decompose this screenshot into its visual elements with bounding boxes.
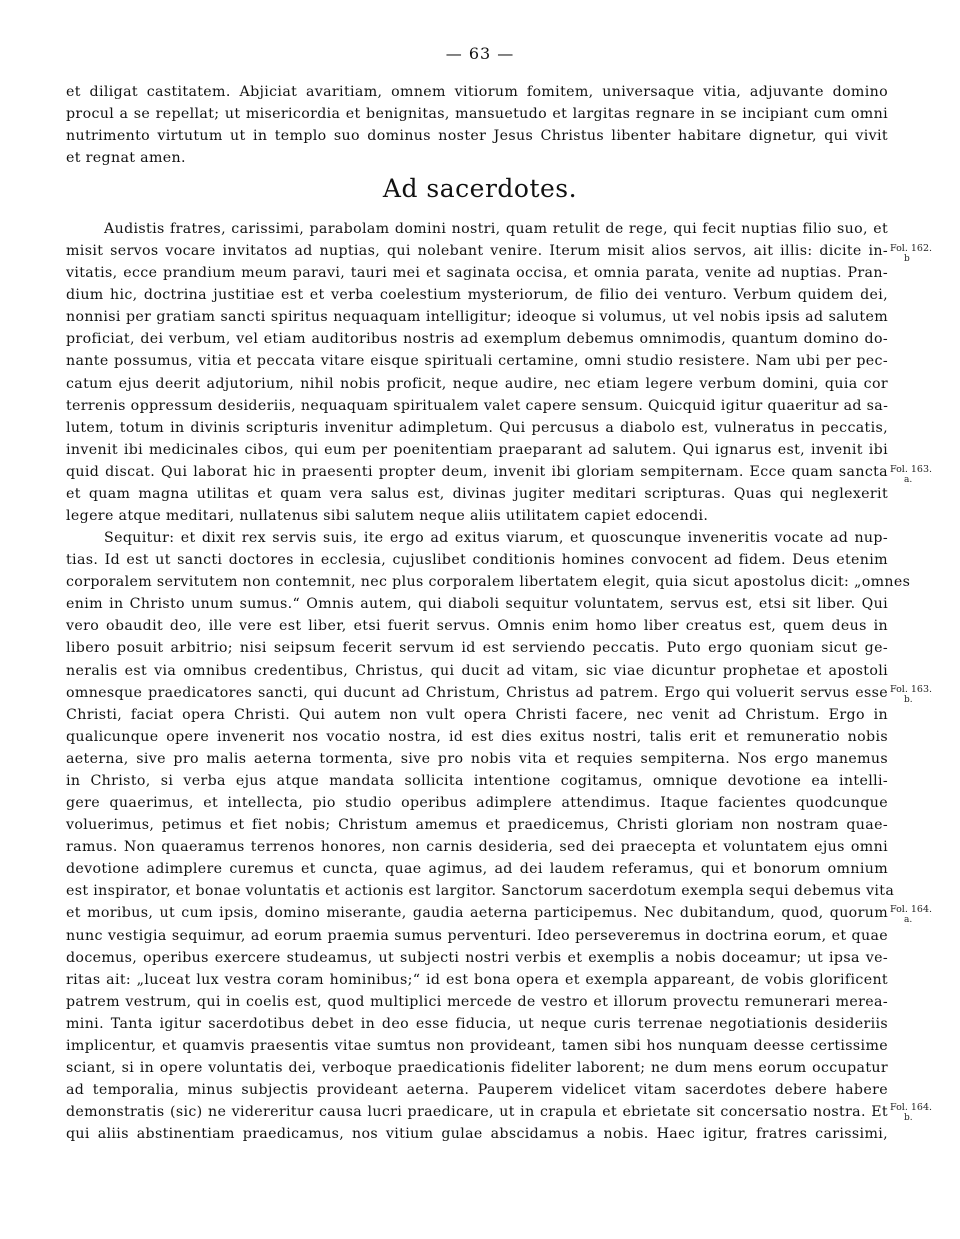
text-line: terrenis oppressum desideriis, nequaquam spiritualem valet capere sensum. Quicquid igitur quaeritur ad sa- [66,397,889,414]
text-line: et quam magna utilitas et quam vera salus est, divinas jugiter meditari scripturas. Quas qui neglexerit [66,485,888,502]
text-line: Sequitur: et dixit rex servis suis, ite ergo ad exitus viarum, et quoscunque inveneritis vocate ad nup- [104,530,888,547]
folio-note [890,1103,932,1123]
folio-note [890,685,932,705]
folio-label: Fol. 164. [890,904,933,915]
text-line: corporalem servitutem non contemnit, nec plus corporalem libertatem elegit, quia sicut apostolus dicit: „omnes [66,574,911,591]
text-line: dium hic, doctrina justitiae est et verba coelestium mysteriorum, de filio dei venturo. Verbum quidem dei, [66,287,888,304]
text-line: voluerimus, petimus et fiet nobis; Christum amemus et praedicemus, Christi gloriam non nostram quae- [66,817,888,834]
text-line: ritas ait: „luceat lux vestra coram hominibus;“ id est bona opera et exempla appareant, de vobis glorificent [66,971,888,988]
folio-side: b. [904,1113,913,1123]
text-line: enim in Christo unum sumus.“ Omnis autem, qui diaboli sequitur voluntatem, servus est, etsi sit liber. Qui [66,596,888,613]
text-line: nunc vestigia sequimur, ad eorum praemia sumus perventuri. Ideo perseveremus in doctrina eorum, et quae [66,927,888,944]
text-line: docemus, operibus exercere studeamus, ut subjecti nostri verbis et exemplis a nobis doceamur; ut ipsa ve- [66,949,888,966]
page-number: — 63 — [445,44,515,63]
text-line: legere atque meditari, nullatenus sibi salutem neque aliis utilitatem capiet edocendi. [66,508,709,525]
folio-label: Fol. 163. [890,464,933,475]
text-line: Audistis fratres, carissimi, parabolam domini nostri, quam retulit de rege, qui fecit nuptias filio suo, et [104,221,888,237]
folio-side: a. [904,475,913,485]
text-line: in Christo, si verba ejus atque mandata sollicita intentione cogitamus, omnique devotione ea intelli- [66,772,888,789]
folio-side: b. [904,695,913,705]
text-line: implicentur, et quamvis praesentis vitae sumtus non provideant, tamen sibi hos nunquam deesse certissime [66,1037,888,1054]
text-line: vero obaudit deo, ille vere est liber, etsi fuerit servus. Omnis enim homo liber creatus est, quem deus in [66,618,888,635]
text-line: Christi, faciat opera Christi. Qui autem non vult opera Christi facere, nec venit ad Christum. Ergo in [66,706,888,723]
text-line: et diligat castitatem. Abjiciat avaritiam, omnem vitiorum fomitem, universaque vitia, adjuvante domino [66,84,888,100]
text-line: nonnisi per gratiam sancti spiritus nequaquam intelligitur; ideoque si volumus, ut vel nobis ipsis ad salutem [66,309,888,326]
text-line: gere quaerimus, et intellecta, pio studio operibus adimplere attendimus. Itaque facientes quodcunque [66,795,888,812]
text-line: mini. Tanta igitur sacerdotibus debet in deo esse fiducia, ut neque curis terrenae negotiationis desideriis [66,1015,888,1032]
folio-note [890,905,932,925]
text-line: qui aliis abstinentiam praedicamus, nos vitium gulae abscidamus a nobis. Haec igitur, fratres carissimi, [66,1126,888,1143]
text-line: ramus. Non quaeramus terrenos honores, non carnis desideria, sed dei praecepta et voluntatem ejus omni [66,839,888,856]
text-line: sciant, si in opere voluntatis dei, verboque praedicationis fideliter laborent; ne dum mens eorum occupatur [66,1059,888,1076]
folio-side: b [904,254,910,264]
text-line: procul a se repellat; ut misericordia et benignitas, mansuetudo et largitas regnare in se incipiant cum omni [66,106,888,123]
text-line: qualicunque opere invenerit nos vocatio nostra, id est dies exitus nostri, talis erit et remuneratio nobis [66,728,888,745]
text-line: et moribus, ut cum ipsis, domino miserante, gaudia aeterna participemus. Nec dubitandum, quod, quorum [66,905,888,922]
text-line: nutrimento virtutum ut in templo suo dominus noster Jesus Christus libenter habitare dignetur, qui vivit [66,128,888,145]
text-line: libero posuit arbitrio; nisi seipsum fecerit servum id est serviendo peccatis. Puto ergo quoniam sicut ge- [66,640,888,657]
text-line: quid discat. Qui laborat hic in praesenti propter deum, invenit ibi gloriam sempiternam. Ecce quam sancta [66,463,888,480]
folio-label: Fol. 164. [890,1102,933,1113]
folio-note [890,465,932,485]
text-line: catum ejus deerit adjutorium, nihil nobis proficit, neque audire, nec etiam legere verbum domini, quia cor [66,375,888,392]
text-line: demonstratis (sic) ne videreritur causa lucri praedicare, ut in crapula et ebrietate sit concersatio nostra. Et [66,1104,888,1121]
folio-note [890,244,932,264]
text-line: est inspirator, et bonae voluntatis et actionis est largitor. Sanctorum sacerdotum exempla sequi debemus vita [66,883,895,900]
text-line: devotione adimplere curemus et cuncta, quae agimus, ad dei laudem referamus, qui et bonorum omnium [66,861,888,878]
folio-side: a. [904,915,913,925]
text-line: et regnat amen. [66,150,186,167]
text-line: misit servos vocare invitatos ad nuptias, qui nolebant venire. Iterum misit alios servos, ait illis: dicite in- [66,243,888,260]
text-line: invenit ibi medicinales cibos, qui eum per poenitentiam praeparant ad salutem. Qui ignarus est, invenit ibi [66,441,888,458]
intro-paragraph [66,81,888,169]
folio-label: Fol. 163. [890,684,933,695]
section-heading: Ad sacerdotes. [382,174,578,203]
body-text [66,218,911,1145]
text-line: omnesque praedicatores sancti, qui ducunt ad Christum, Christus ad patrem. Ergo qui voluerit servus esse [66,684,888,701]
text-line: patrem vestrum, qui in coelis est, quod multiplici mercede de vestro et illorum provectu remunerari merea- [66,993,888,1010]
text-line: nante possumus, vitia et peccata vitare eisque spirituali certamine, omni studio resistere. Nam ubi per pec- [66,353,888,370]
text-line: vitatis, ecce prandium meum paravi, tauri mei et saginata occisa, et omnia parata, venite ad nuptias. Pran- [66,265,888,282]
text-line: aeterna, sive pro malis aeterna tormenta, sive pro nobis vita et requies sempiterna. Nos ergo manemus [66,750,888,767]
folio-label: Fol. 162. [890,243,933,254]
text-line: proficiat, dei verbum, vel etiam auditoribus nostris ad exemplum debemus omnimodis, quantum domino do- [66,331,888,348]
text-line: neralis est via omnibus credentibus, Christus, qui ducit ad vitam, sic viae dicuntur prophetae et apostoli [66,662,888,679]
text-line: tias. Id est ut sancti doctores in ecclesia, cujuslibet conditionis homines convocent ad fidem. Deus etenim [66,552,888,569]
text-line: lutem, totum in divinis scripturis invenitur adimpletum. Qui percusus a diabolo est, vulneratus in peccatis, [66,419,888,436]
text-line: ad temporalia, minus subjectis provideant aeterna. Pauperem videlicet vitam sacerdotes debere habere [66,1082,888,1099]
